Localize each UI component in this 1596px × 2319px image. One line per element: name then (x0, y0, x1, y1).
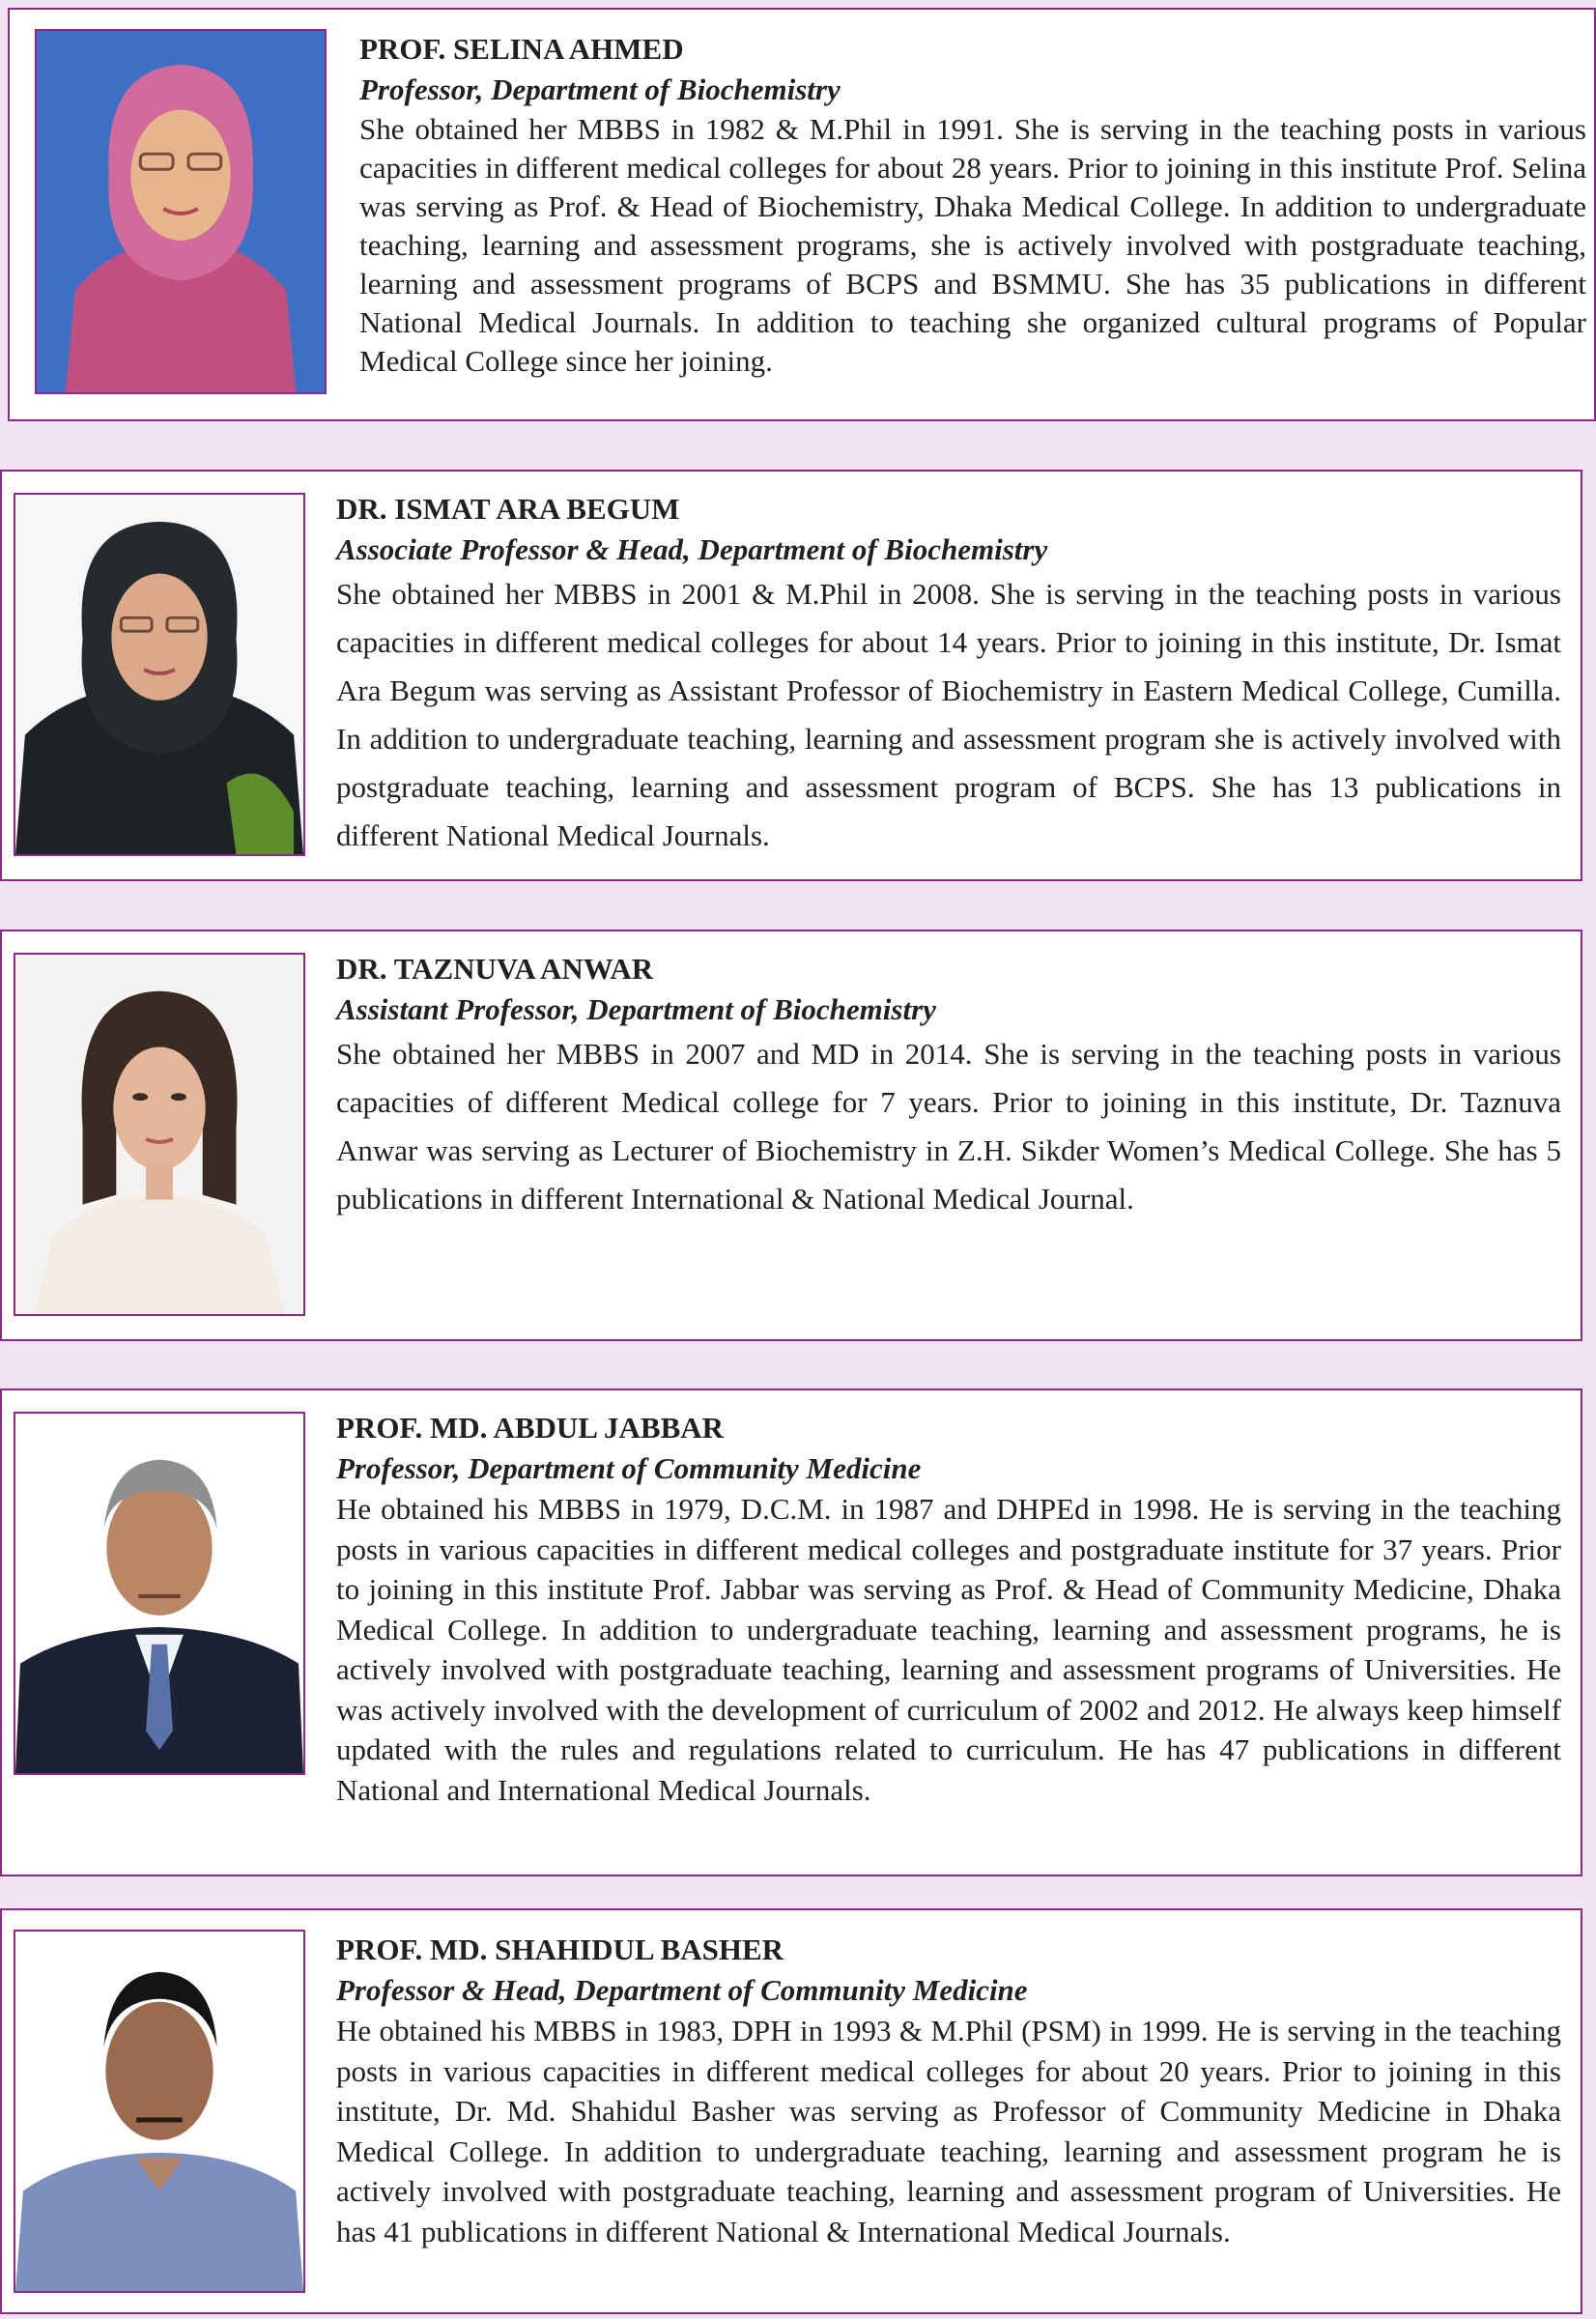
profile-card (0, 1908, 1582, 2314)
profile-title: Professor & Head, Department of Community Medicine (336, 1973, 1028, 2007)
profile-bio: She obtained her MBBS in 2007 and MD in 2014. She is serving in the teaching posts in various capacities of different Medical college for 7 years. Prior to joining in this institute, Dr. Taznuva Anwar was serving as Lecturer of Biochemistry in Z.H. Sikder Women’s Medical College. She has 5 publications in different International & National Medical Journal. (336, 1037, 1561, 1216)
portrait-hijab-black (15, 495, 303, 854)
profile-card (8, 8, 1596, 421)
portrait-woman (15, 955, 303, 1314)
profile-photo (14, 1412, 305, 1775)
portrait-man-shirt (15, 1932, 303, 2291)
profile-text (336, 489, 1561, 860)
profile-photo (14, 493, 305, 856)
profile-text (336, 1930, 1561, 2251)
profile-text (336, 1408, 1561, 1810)
profile-name: PROF. MD. ABDUL JABBAR (336, 1411, 725, 1445)
profile-name: DR. ISMAT ARA BEGUM (336, 492, 680, 526)
profile-card (0, 930, 1582, 1341)
profile-bio: She obtained her MBBS in 2001 & M.Phil in 2008. She is serving in the teaching posts in various capacities in different medical colleges for about 14 years. Prior to joining in this institute, Dr. Ismat Ara Begum was serving as Assistant Professor of Biochemistry in Eastern Medical College, Cumilla. In addition to undergraduate teaching, learning and assessment program she is actively involved with postgraduate teaching, learning and assessment program of BCPS. She has 13 publications in different National Medical Journals. (336, 577, 1561, 852)
profile-title: Professor, Department of Biochemistry (359, 72, 841, 106)
profile-name: PROF. MD. SHAHIDUL BASHER (336, 1932, 784, 1966)
profile-bio: She obtained her MBBS in 1982 & M.Phil in 1991. She is serving in the teaching posts in various capacities in different medical colleges for about 28 years. Prior to joining in this institute Prof. Selina was serving as Prof. & Head of Biochemistry, Dhaka Medical College. In addition to undergraduate teaching, learning and assessment programs, she is actively involved with postgraduate teaching, learning and assessment programs of BCPS and BSMMU. She has 35 publications in different National Medical Journals. In addition to teaching she organized cultural programs of Popular Medical College since her joining. (359, 112, 1586, 378)
profile-title: Assistant Professor, Department of Biochemistry (336, 992, 936, 1026)
profile-card (0, 470, 1582, 881)
profile-photo (14, 953, 305, 1316)
portrait-man-suit (15, 1414, 303, 1773)
profile-bio: He obtained his MBBS in 1983, DPH in 1993 & M.Phil (PSM) in 1999. He is serving in the teaching posts in various capacities in different medical colleges for about 20 years. Prior to joining in this institute, Dr. Md. Shahidul Basher was serving as Professor of Community Medicine in Dhaka Medical College. In addition to undergraduate teaching, learning and assessment program he is actively involved with postgraduate teaching, learning and assessment program of Universities. He has 41 publications in different National & International Medical Journals. (336, 2014, 1561, 2248)
profile-bio: He obtained his MBBS in 1979, D.C.M. in 1987 and DHPEd in 1998. He is serving in the teaching posts in various capacities in different medical colleges and postgraduate institute for 37 years. Prior to joining in this institute Prof. Jabbar was serving as Prof. & Head of Community Medicine, Dhaka Medical College. In addition to undergraduate teaching, learning and assessment programs, he is actively involved with postgraduate teaching, learning and assessment programs of Universities. He was actively involved with the development of curriculum of 2002 and 2012. He always keep himself updated with the rules and regulations related to curriculum. He has 47 publications in different National and International Medical Journals. (336, 1492, 1561, 1807)
profile-name: DR. TAZNUVA ANWAR (336, 952, 654, 986)
profile-text (359, 29, 1586, 381)
profile-title: Associate Professor & Head, Department of Biochemistry (336, 532, 1048, 566)
profile-card (0, 1389, 1582, 1876)
profile-title: Professor, Department of Community Medicine (336, 1451, 922, 1485)
profile-photo (35, 29, 327, 394)
portrait-hijab-pink (37, 31, 325, 392)
profile-text (336, 949, 1561, 1223)
profile-name: PROF. SELINA AHMED (359, 32, 684, 66)
profile-photo (14, 1930, 305, 2293)
